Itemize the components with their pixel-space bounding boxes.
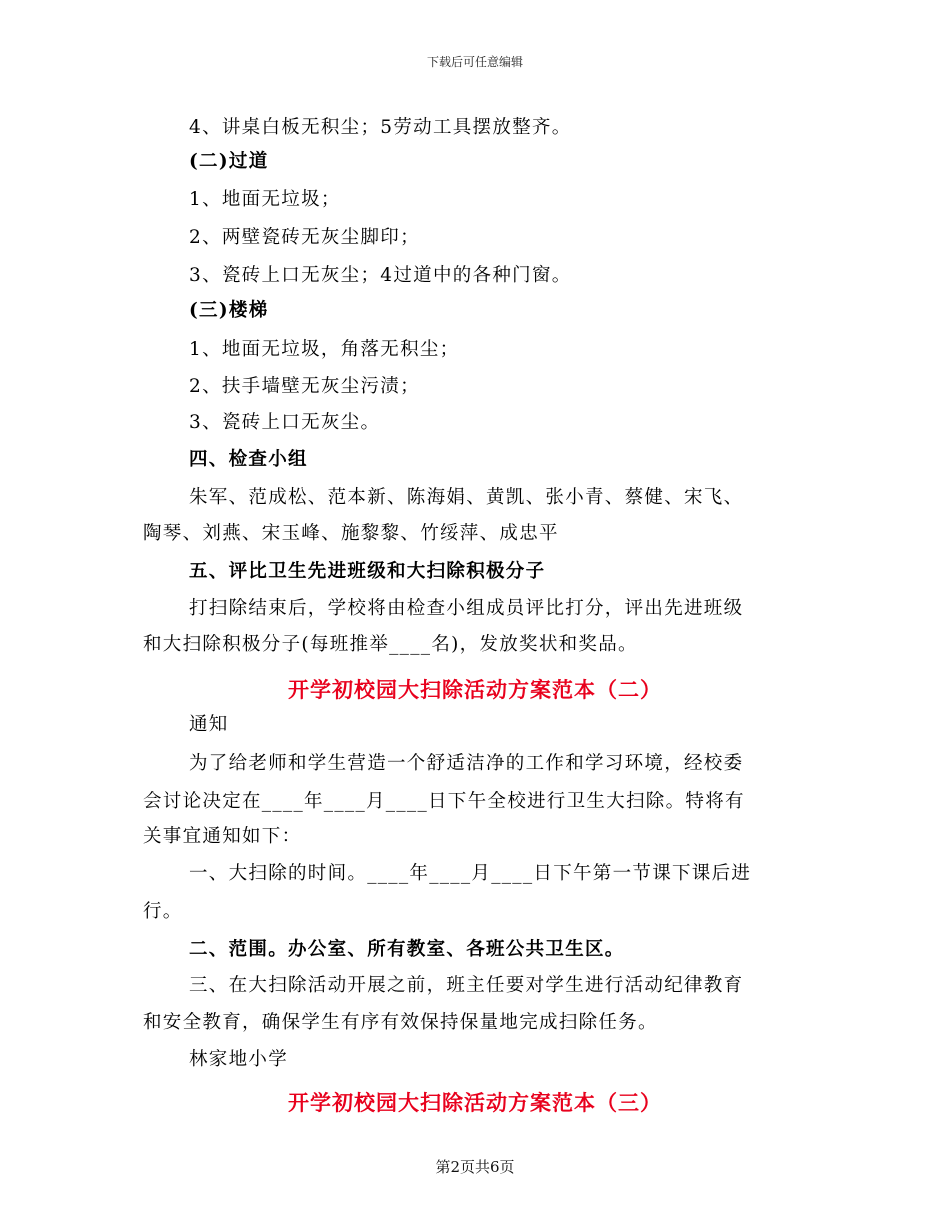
section-heading: 二、范围。办公室、所有教室、各班公共卫生区。 [189, 939, 625, 960]
paragraph-line: 行。 [143, 901, 183, 922]
paragraph-line: 关事宜通知如下： [143, 826, 302, 847]
paragraph-line: 一、大扫除的时间。____年____月____日下午第一节课下课后进 [189, 863, 752, 884]
section-heading: 四、检查小组 [189, 449, 308, 470]
paragraph-line: 2、两壁瓷砖无灰尘脚印； [189, 227, 420, 248]
paragraph-line: 通知 [189, 714, 229, 735]
paragraph-line: 1、地面无垃圾，角落无积尘； [189, 339, 460, 360]
paragraph-line: 3、瓷砖上口无灰尘。 [189, 412, 381, 433]
paragraph-line: 和安全教育，确保学生有序有效保持保量地完成扫除任务。 [143, 1012, 658, 1033]
document-title: 开学初校园大扫除活动方案范本（二） [288, 677, 662, 702]
paragraph-line: 为了给老师和学生营造一个舒适洁净的工作和学习环境，经校委 [189, 753, 744, 774]
paragraph-line: 1、地面无垃圾； [189, 189, 341, 210]
paragraph-line: 三、在大扫除活动开展之前，班主任要对学生进行活动纪律教育 [189, 975, 744, 996]
paragraph-line: 和大扫除积极分子(每班推举____名)，发放奖状和奖品。 [143, 634, 638, 655]
page-header: 下载后可任意编辑 [426, 55, 523, 69]
page-footer: 第2页共6页 [435, 1158, 515, 1176]
paragraph-line: 会讨论决定在____年____月____日下午全校进行卫生大扫除。特将有 [143, 791, 745, 812]
paragraph-line: 4、讲桌白板无积尘；5劳动工具摆放整齐。 [189, 117, 572, 138]
paragraph-line: 打扫除结束后，学校将由检查小组成员评比打分，评出先进班级 [189, 598, 744, 619]
paragraph-line: 陶琴、刘燕、宋玉峰、施黎黎、竹绥萍、成忠平 [143, 523, 559, 544]
paragraph-line: 林家地小学 [189, 1049, 289, 1070]
document-title: 开学初校园大扫除活动方案范本（三） [288, 1090, 662, 1115]
paragraph-line: 朱军、范成松、范本新、陈海娟、黄凯、张小青、蔡健、宋飞、 [189, 487, 744, 508]
paragraph-line: 3、瓷砖上口无灰尘；4过道中的各种门窗。 [189, 265, 572, 286]
paragraph-line: 2、扶手墙壁无灰尘污渍； [189, 376, 420, 397]
section-heading: (三)楼梯 [189, 300, 269, 321]
section-heading: (二)过道 [189, 151, 269, 172]
section-heading: 五、评比卫生先进班级和大扫除积极分子 [189, 561, 546, 582]
